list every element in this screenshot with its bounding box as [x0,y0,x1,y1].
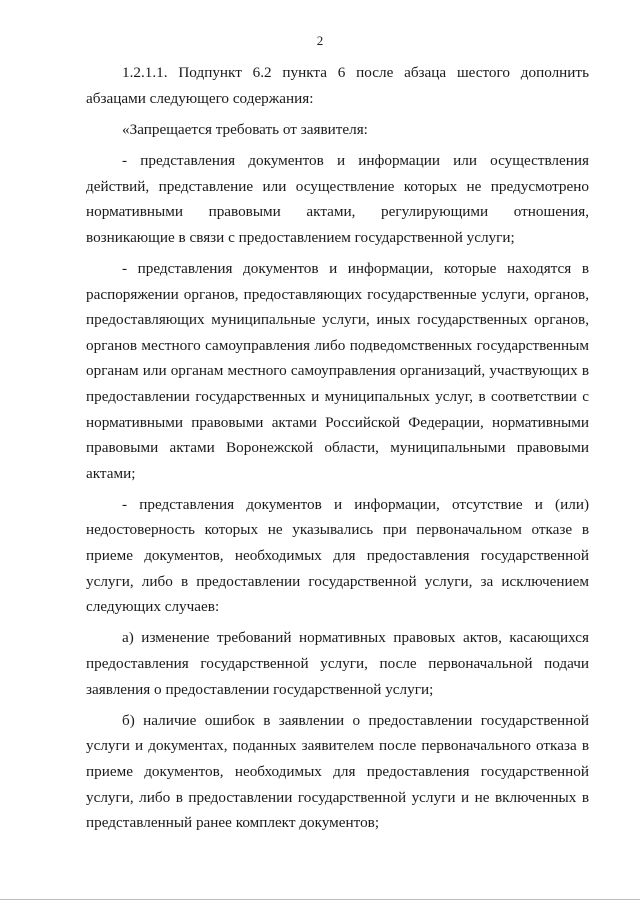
paragraph-subitem-b: б) наличие ошибок в заявлении о предоставлении государственной услуги и документах, поданных заявителем после первоначального отказа в приеме документов, необходимых для предоставления государственной услуги, либо в предоставлении государственной услуги и не включенных в представленный ранее комплект документов; [86,711,589,832]
paragraph-amendment-intro: 1.2.1.1. Подпункт 6.2 пункта 6 после абзаца шестого дополнить абзацами следующего содержания: [86,64,589,107]
paragraph-subitem-a: а) изменение требований нормативных правовых актов, касающихся предоставления государственной услуги, после первоначальной подачи заявления о предоставлении государственной услуги; [86,629,589,698]
paragraph-prohibition-heading: «Запрещается требовать от заявителя: [122,120,368,138]
paragraph-item-3: - представления документов и информации, отсутствие и (или) недостоверность которых не указывались при первоначальном отказе в приеме документов, необходимых для предоставления государственной услуги, либо в предоставлении государственной услуги, за исключением следующих случаев: [86,495,589,616]
document-body [86,60,589,841]
paragraph-item-1: - представления документов и информации или осуществления действий, представление или осуществление которых не предусмотрено нормативными правовыми актами, регулирующими отношения, возникающие в связи с предоставлением государственной услуги; [86,151,589,246]
scan-bottom-edge [0,899,640,900]
paragraph-item-2: - представления документов и информации, которые находятся в распоряжении органов, предоставляющих государственные услуги, органов, предоставляющих муниципальные услуги, иных государственных органов, органов местного самоуправления либо подведомственных государственным органам или органам местного самоуправления организаций, участвующих в предоставлении государственных и муниципальных услуг, в соответствии с нормативными правовыми актами Российской Федерации, нормативными правовыми актами Воронежской области, муниципальными правовыми актами; [86,259,589,482]
page-number: 2 [316,33,324,48]
